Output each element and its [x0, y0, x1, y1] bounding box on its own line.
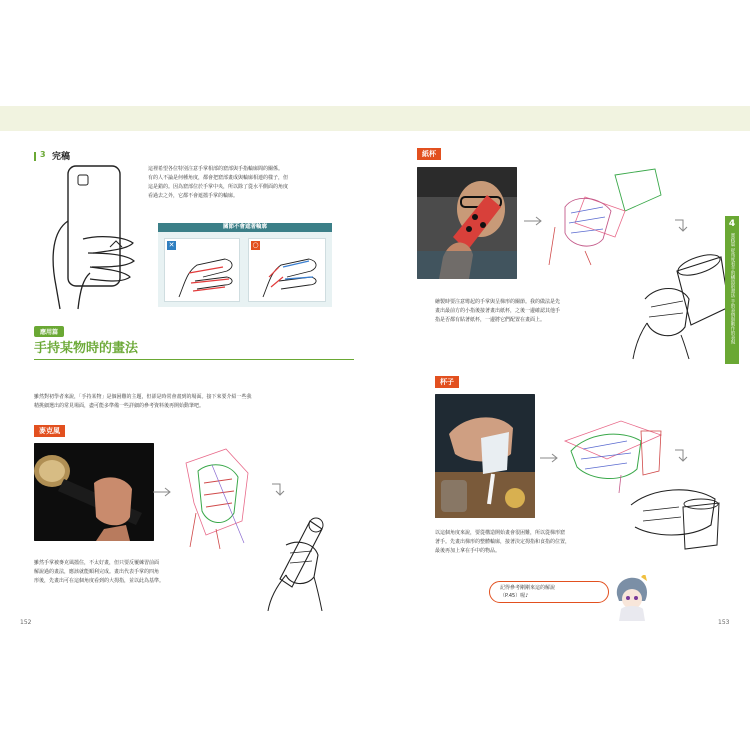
glass-tag: 杯子: [435, 376, 459, 388]
circle-icon: ○: [252, 241, 259, 249]
intro-line: 有的人不論是何種角度，都會把窟部畫成與輪廓相連的樣子，但: [148, 175, 289, 181]
arrow-down-icon: [673, 219, 689, 233]
tip-bubble-line: （P.45）喔♪: [500, 593, 529, 599]
comparison-box-title: 關節不會遮著輪廓: [158, 223, 332, 232]
intro-line: 這是錯的。因為窟部位於手掌中央，所以除了從水平側面的角度: [148, 184, 289, 190]
phone-hand-illustration: [38, 161, 138, 311]
cup-text-line: 指是否都有貼著紙杯，一邊將它們配置在畫面上。: [435, 317, 546, 323]
body-line: 精挑細選出的常見場面，盡可能多準備一些詳細的參考資料後再開始動筆吧。: [34, 403, 205, 409]
intro-line: 這裡希望各位特別注意手掌相部的窟部與手指輪廓間的關係。: [148, 166, 284, 172]
cross-icon: ✕: [168, 241, 175, 249]
mascot-character-icon: [611, 575, 651, 621]
right-page: [375, 131, 732, 631]
mic-text-line: 解說過的畫法，應該就能順利完成。畫出代表手掌的四角: [34, 569, 160, 575]
page-number-left: 152: [20, 619, 32, 626]
microphone-final-drawing: [256, 515, 356, 611]
arrow-down-icon: [673, 449, 689, 463]
glass-final-drawing: [623, 479, 728, 555]
wrong-example-panel: [164, 238, 240, 302]
paper-cup-final-drawing: [625, 251, 730, 361]
cup-tag: 紙杯: [417, 148, 441, 160]
tip-bubble: [489, 581, 609, 603]
right-example-panel: [248, 238, 326, 302]
glass-text-line: 著手。先畫出梯形的整體輪廓，接著決定拇指和食指的位置，: [435, 539, 571, 545]
arrow-right-icon: [523, 216, 543, 226]
chapter-side-tab: [725, 216, 739, 364]
glass-photo: [435, 394, 535, 518]
tip-bubble-line: 記得參考剛剛來這的解說: [500, 585, 556, 591]
book-spread: [18, 131, 732, 631]
chapter-number: 4: [728, 219, 736, 229]
arrow-right-icon: [539, 453, 559, 463]
main-title: 手持某物時的畫法: [34, 341, 139, 356]
arrow-down-icon: [270, 483, 286, 497]
paper-cup-photo: [417, 167, 517, 279]
section-title: 完稿: [52, 152, 71, 162]
intro-line: 看過去之外，它都不會遮擋手掌的輪廓。: [148, 193, 239, 199]
title-divider: [34, 359, 354, 360]
chapter-side-text: 實践篇 從角度看手的構造的畫法 手的表情與動作的表現: [730, 233, 735, 344]
section-number: 3: [40, 150, 46, 159]
section-marker: [34, 152, 36, 161]
comparison-box: [158, 223, 332, 307]
left-page: [18, 131, 375, 631]
mic-text-line: 雖然手掌被麥克風擋住，不太好畫，但只要反覆練習前面: [34, 560, 160, 566]
glass-text-line: 以這個角度來說，要從構造開始畫會很困難，所以從梯形窟: [435, 530, 566, 536]
mic-text-line: 形後，先畫出可在這個角度看到的大拇指，並以此為基準。: [34, 578, 165, 584]
microphone-construction-sketch: [176, 443, 256, 551]
wrong-hand-sketch: [175, 247, 239, 301]
arrow-right-icon: [152, 487, 172, 497]
page-number-right: 153: [718, 619, 730, 626]
apply-tag: 應用篇: [34, 326, 64, 337]
glass-text-line: 最後再加上拿在手中的物品。: [435, 548, 501, 554]
cup-text-line: 畫出最前方的小指後接著畫出紙杯，之後一邊確認其他手: [435, 308, 561, 314]
microphone-photo: [34, 443, 154, 541]
right-hand-sketch: [259, 247, 323, 301]
top-band: [0, 106, 750, 131]
cup-text-line: 繪製時要注意彎起的手掌與呈梯形的關節。我的做法是先: [435, 299, 561, 305]
mic-tag: 麥克風: [34, 425, 65, 437]
body-line: 雖然對初學者來說，「手持某物」是個困難的主題，但卻是時常會畫到的場面。接下來要介紹一些我: [34, 394, 252, 400]
